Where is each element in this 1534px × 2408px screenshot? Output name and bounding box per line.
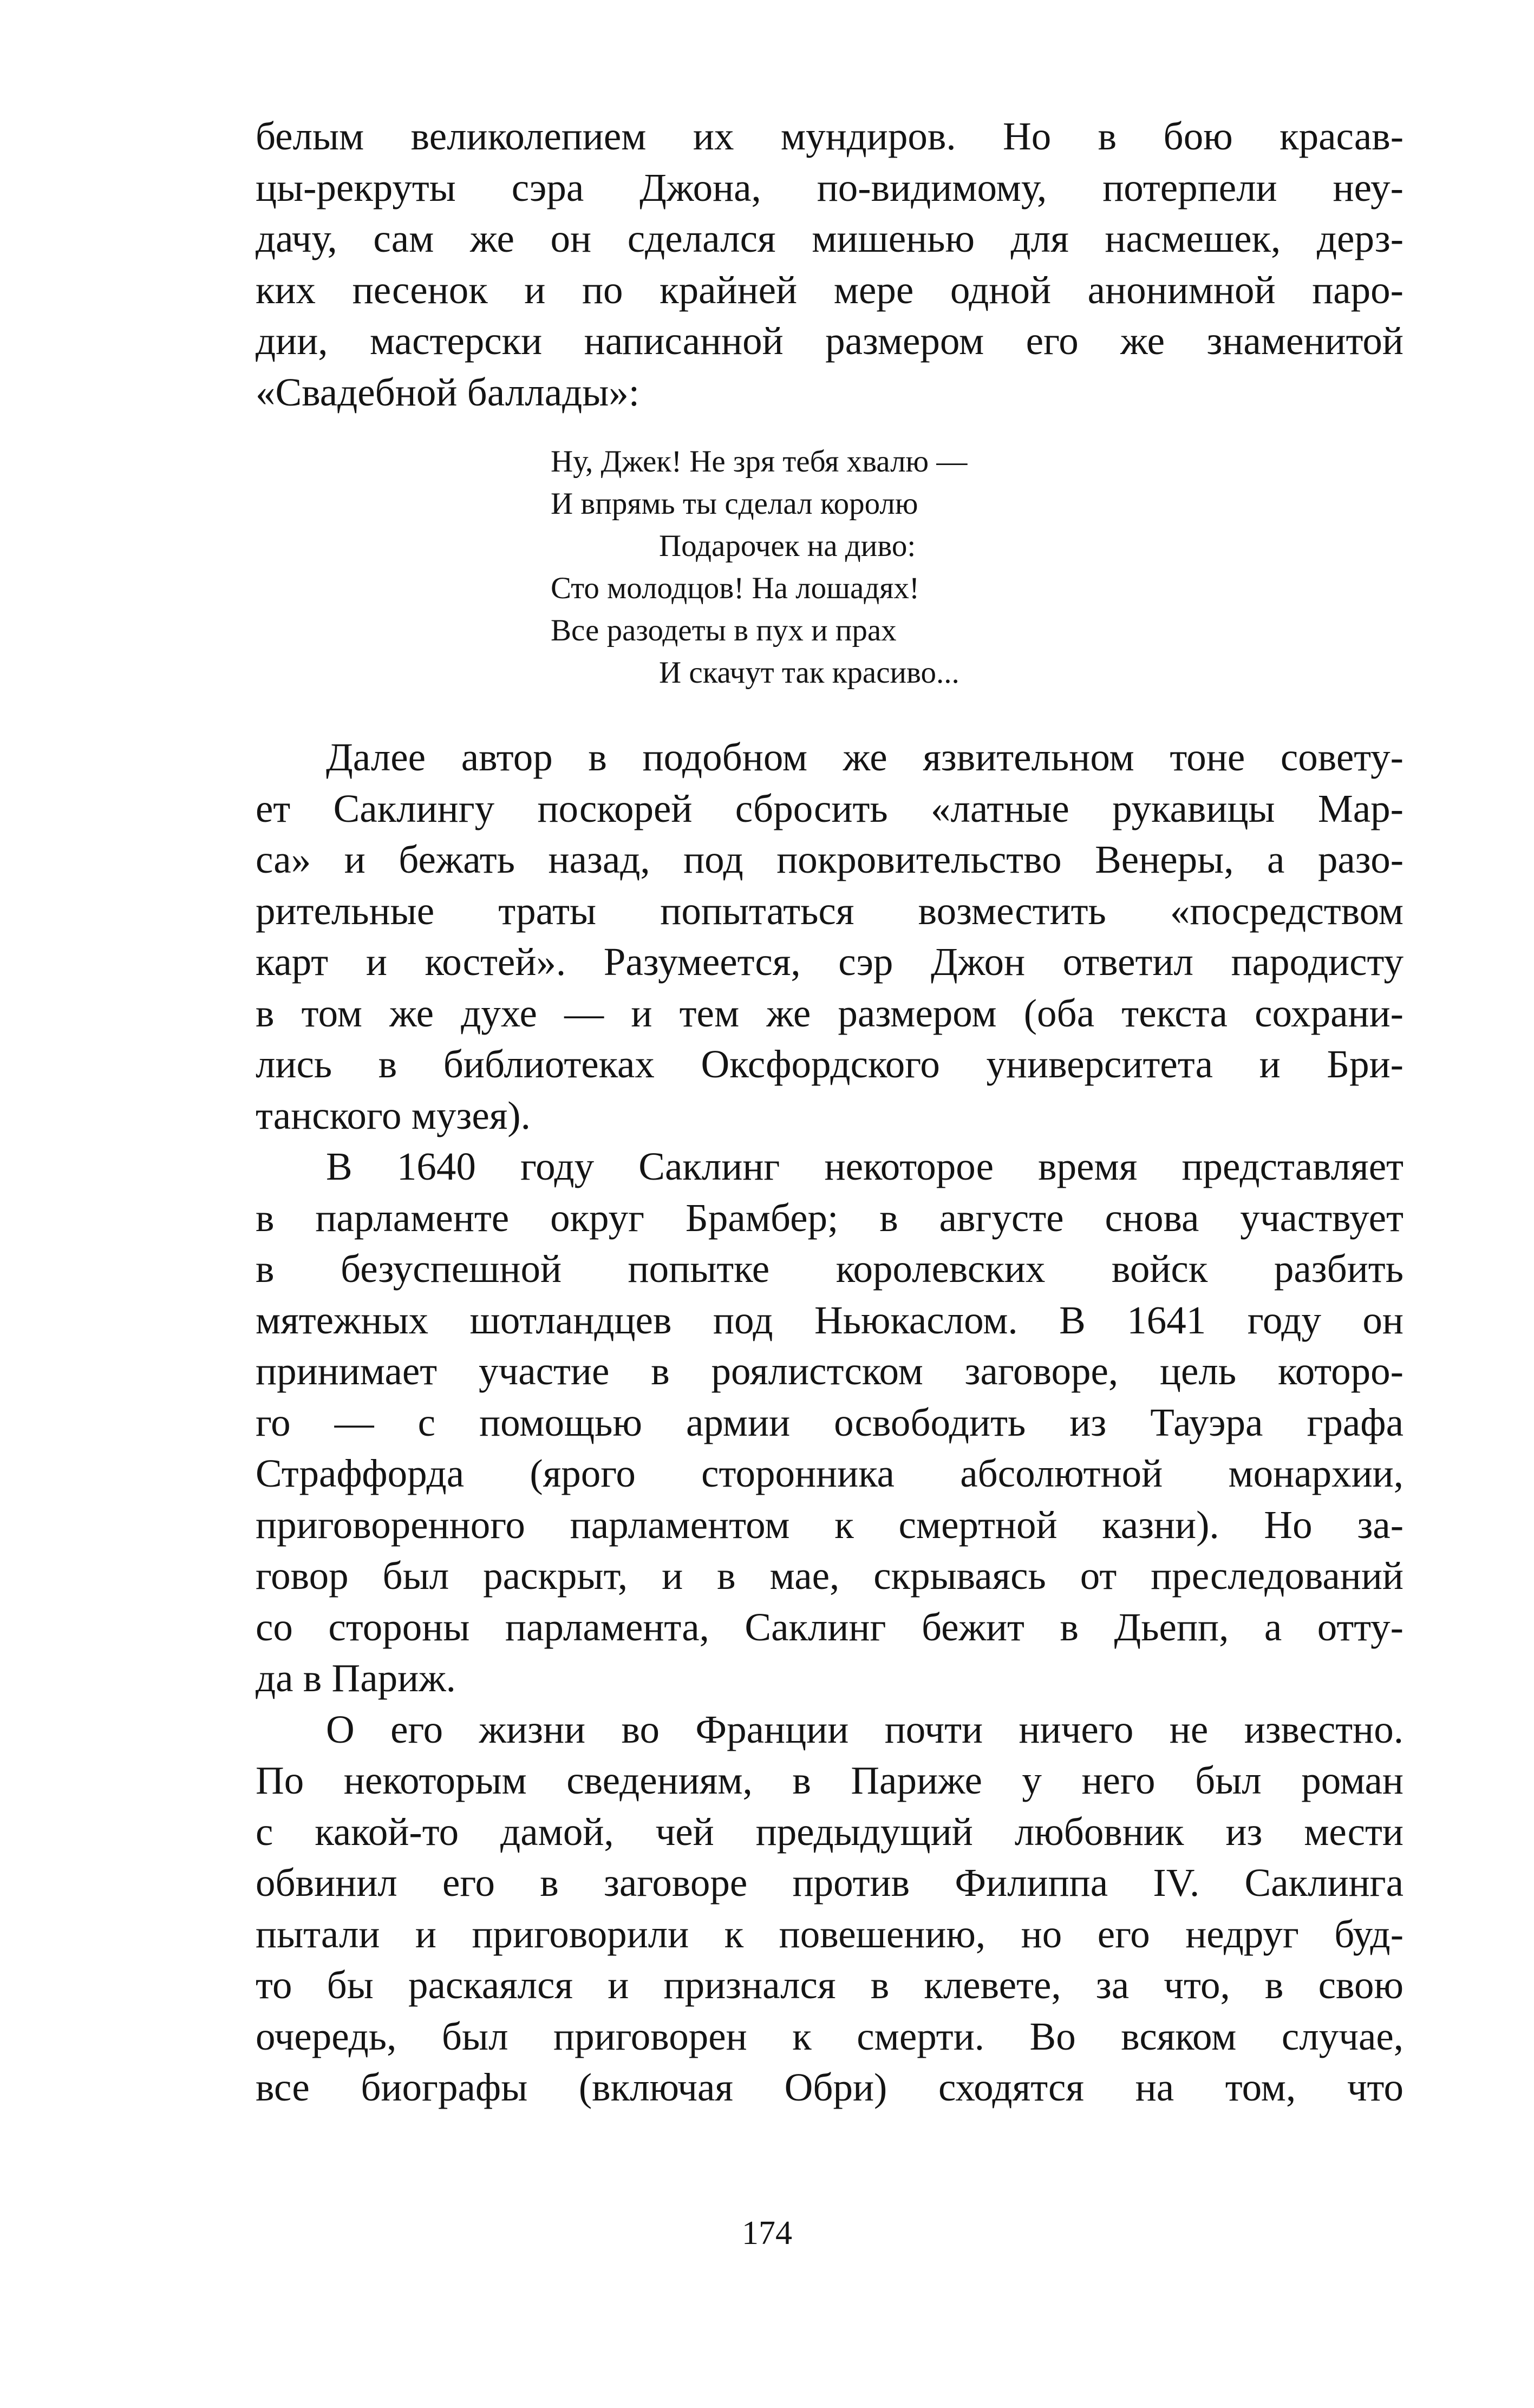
text-line: со стороны парламента, Саклинг бежит в Дьепп, а отту- <box>256 1605 1404 1649</box>
text-line: дии, мастерски написанной размером его же знаменитой <box>256 319 1404 363</box>
text-line: в безуспешной попытке королевских войск разбить <box>256 1247 1404 1291</box>
verse-line: Сто молодцов! На лошадях! <box>551 571 919 605</box>
text-line: да в Париж. <box>256 1656 456 1700</box>
text-line: ких песенок и по крайней мере одной анонимной паро- <box>256 267 1404 312</box>
text-line: очередь, был приговорен к смерти. Во всяком случае, <box>256 2014 1404 2058</box>
text-line: обвинил его в заговоре против Филиппа IV. Саклинга <box>256 1861 1404 1905</box>
verse-line: Подарочек на диво: <box>659 529 916 563</box>
verse-line: Все разодеты в пух и прах <box>551 613 897 647</box>
text-line: дачу, сам же он сделался мишенью для насмешек, дерз- <box>256 217 1404 260</box>
text-line: с какой-то дамой, чей предыдущий любовник из мести <box>256 1809 1404 1854</box>
text-line: лись в библиотеках Оксфордского университета и Бри- <box>256 1042 1404 1086</box>
text-line: пытали и приговорили к повешению, но его недруг буд- <box>256 1912 1404 1956</box>
text-line: все биографы (включая Обри) сходятся на том, что <box>256 2065 1404 2109</box>
text-line: танского музея). <box>256 1093 531 1137</box>
text-line: Страффорда (ярого сторонника абсолютной монархии, <box>256 1451 1404 1495</box>
text-line: Далее автор в подобном же язвительном тоне совету- <box>326 735 1404 779</box>
text-line: О его жизни во Франции почти ничего не известно. <box>326 1707 1404 1751</box>
text-line: белым великолепием их мундиров. Но в бою красав- <box>256 114 1404 158</box>
text-line: мятежных шотландцев под Ньюкаслом. В 1641 году он <box>256 1298 1404 1342</box>
paragraph-4 <box>256 1704 1404 2113</box>
verse-line: И впрямь ты сделал королю <box>551 487 918 521</box>
text-line: то бы раскаялся и признался в клевете, за что, в свою <box>256 1963 1404 2007</box>
text-line: «Свадебной баллады»: <box>256 370 640 414</box>
text-line: говор был раскрыт, и в мае, скрываясь от преследований <box>256 1554 1404 1598</box>
paragraph-3 <box>256 1141 1404 1704</box>
verse-line: И скачут так красиво... <box>659 656 959 690</box>
book-page <box>256 111 1404 2113</box>
verse-line: Ну, Джек! Не зря тебя хвалю — <box>551 444 968 479</box>
text-line: цы-рекруты сэра Джона, по-видимому, потерпели неу- <box>256 165 1404 210</box>
text-line: ет Саклингу поскорей сбросить «латные рукавицы Мар- <box>256 786 1404 830</box>
text-line: са» и бежать назад, под покровительство Венеры, а разо- <box>256 837 1404 881</box>
text-line: По некоторым сведениям, в Париже у него был роман <box>256 1758 1404 1802</box>
text-line: го — с помощью армии освободить из Тауэра графа <box>256 1400 1404 1444</box>
paragraph-2 <box>256 732 1404 1141</box>
text-line: приговоренного парламентом к смертной казни). Но за- <box>256 1502 1404 1547</box>
paragraph-1 <box>256 111 1404 418</box>
verse-block <box>551 441 1404 694</box>
text-line: карт и костей». Разумеется, сэр Джон ответил пародисту <box>256 940 1404 984</box>
text-line: В 1640 году Саклинг некоторое время представляет <box>326 1144 1404 1188</box>
text-line: в том же духе — и тем же размером (оба текста сохрани- <box>256 991 1404 1035</box>
text-line: в парламенте округ Брамбер; в августе снова участвует <box>256 1195 1404 1240</box>
text-line: принимает участие в роялистском заговоре, цель которо- <box>256 1349 1404 1393</box>
text-line: рительные траты попытаться возместить «посредством <box>256 888 1404 933</box>
page-number: 174 <box>742 2215 792 2252</box>
